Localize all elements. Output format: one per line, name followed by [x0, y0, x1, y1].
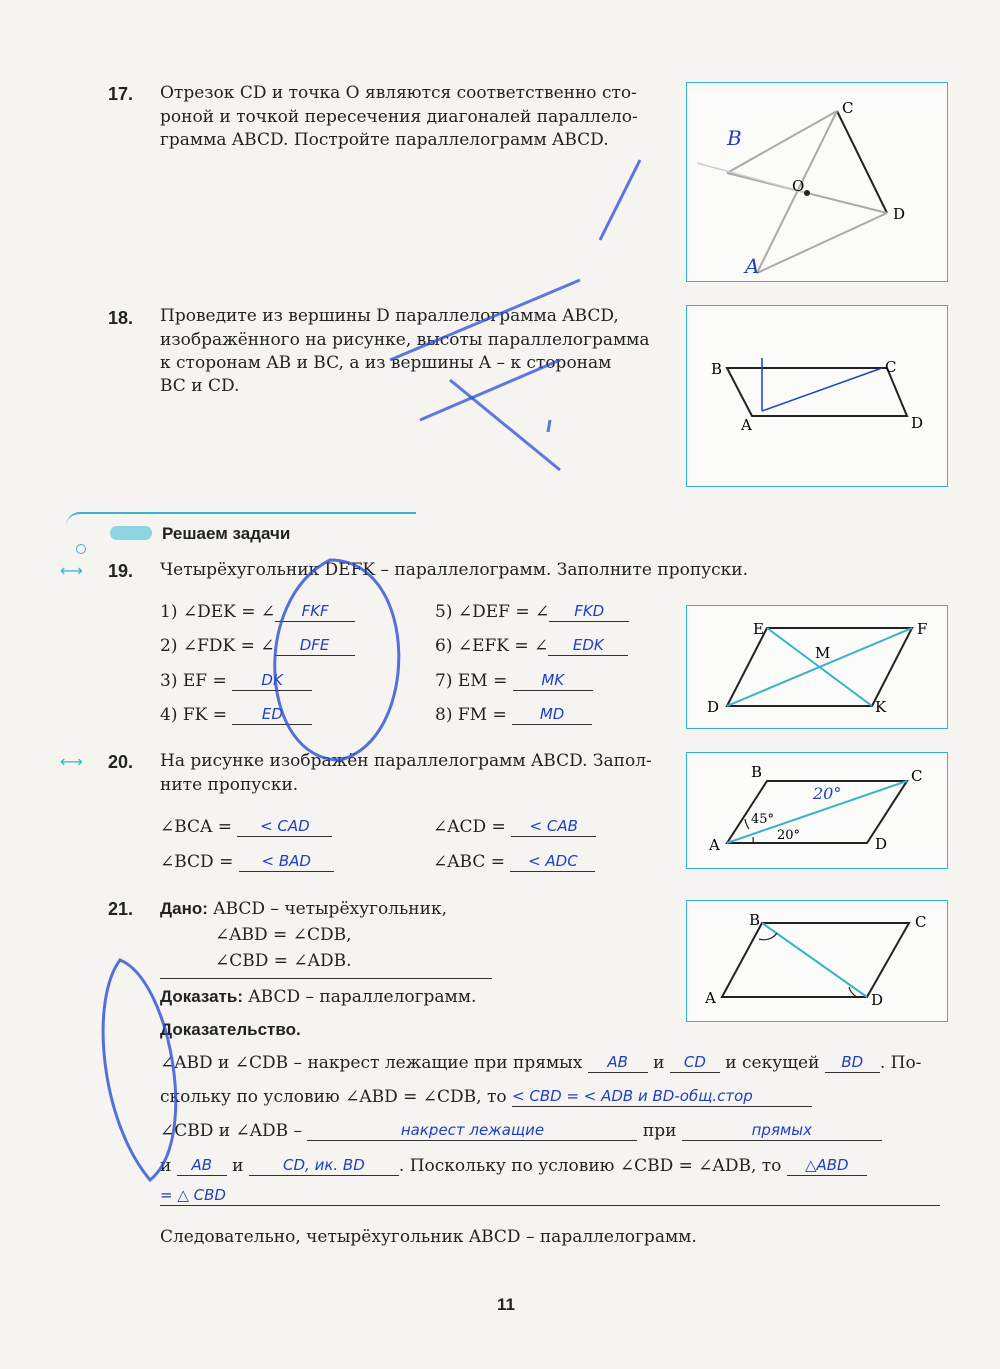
problem-19-number: 19. [108, 561, 134, 581]
problem-18-line-2: изображённого на рисунке, высоты параллелограмма [160, 330, 650, 350]
p21-l1a: ∠ABD и ∠CDB – накрест лежащие при прямых [160, 1053, 583, 1073]
problem-18-line-4: BC и CD. [160, 376, 240, 396]
p20-item-bca-answer[interactable]: < CAD [237, 817, 332, 837]
p21-l3-ans1[interactable]: накрест лежащие [307, 1121, 637, 1141]
problem-20-number: 20. [108, 752, 134, 772]
fig18-label-a: A [741, 416, 752, 434]
fig18-label-c: C [885, 358, 897, 376]
fig17-label-d: D [893, 205, 906, 223]
p21-conclusion: Следовательно, четырёхугольник ABCD – параллелограмм. [160, 1227, 697, 1247]
p21-l4c: . Поскольку по условию ∠CBD = ∠ADB, то [398, 1156, 782, 1176]
p21-l3-ans2[interactable]: прямых [682, 1121, 882, 1141]
p21-given-1: ABCD – четырёхугольник, [213, 899, 447, 919]
p19-item-7-answer[interactable]: MK [513, 671, 593, 691]
problem-21-number: 21. [108, 899, 134, 919]
problem-17-line-1: Отрезок CD и точка O являются соответственно сто- [160, 83, 637, 103]
p20-item-abc-answer[interactable]: < ADC [510, 852, 595, 872]
p19-item-4-label: 4) FK = [160, 705, 233, 725]
p21-l2a: скольку по условию ∠ABD = ∠CDB, то [160, 1087, 507, 1107]
p19-item-2-label: 2) ∠FDK = ∠ [160, 636, 275, 656]
problem-20-line-1: На рисунке изображён параллелограмм ABCD. Запол- [160, 751, 652, 771]
p21-l4b: и [232, 1156, 244, 1176]
p19-item-6-label: 6) ∠EFK = ∠ [435, 636, 549, 656]
fig20-label-b: B [751, 763, 763, 781]
fig20-label-a: A [709, 836, 720, 854]
p21-l1b: и [653, 1053, 665, 1073]
problem-18-line-1: Проведите из вершины D параллелограмма ABCD, [160, 306, 619, 326]
p21-l1d: . По- [879, 1053, 922, 1073]
p19-item-6-answer[interactable]: EDK [548, 636, 628, 656]
p21-l1c: и секущей [725, 1053, 820, 1073]
fig20-angle-45: 45° [751, 812, 775, 827]
double-arrow-icon: ⟷ [60, 561, 83, 580]
p20-item-bca-label: ∠BCA = [160, 817, 238, 837]
problem-17-number: 17. [108, 84, 134, 104]
p21-l3b: при [642, 1121, 677, 1141]
section-title: Решаем задачи [162, 524, 291, 543]
page-number: 11 [497, 1295, 515, 1314]
problem-19-intro: Четырёхугольник DEFK – параллелограмм. Заполните пропуски. [160, 560, 749, 580]
p19-item-5-label: 5) ∠DEF = ∠ [435, 602, 550, 622]
p21-given-2: ∠ABD = ∠CDB, [215, 925, 352, 945]
p21-prove-text: ABCD – параллелограмм. [248, 987, 477, 1007]
fig17-hw-a: A [745, 254, 760, 278]
p19-item-7-label: 7) EM = [435, 671, 513, 691]
p21-l5-ans[interactable]: = △ CBD [160, 1186, 940, 1206]
fig17-hw-b: B [727, 126, 742, 150]
fig19-label-f: F [917, 620, 928, 638]
fig19-label-m: M [815, 644, 831, 662]
fig21-label-b: B [749, 911, 761, 929]
fig18-label-d: D [911, 414, 924, 432]
p19-item-4-answer[interactable]: ED [232, 705, 312, 725]
p19-item-3-label: 3) EF = [160, 671, 233, 691]
p20-item-abc-label: ∠ABC = [433, 852, 511, 872]
fig19-label-d: D [707, 698, 720, 716]
p19-item-2-answer[interactable]: DFE [275, 636, 355, 656]
p20-item-bcd-answer[interactable]: < BAD [239, 852, 334, 872]
p19-item-1-label: 1) ∠DEK = ∠ [160, 602, 276, 622]
problem-18-number: 18. [108, 308, 134, 328]
p19-item-8-answer[interactable]: MD [512, 705, 592, 725]
p21-given-3: ∠CBD = ∠ADB. [215, 951, 352, 971]
p19-item-3-answer[interactable]: DK [232, 671, 312, 691]
p21-l1-ans2[interactable]: CD [670, 1053, 720, 1073]
p19-item-1-answer[interactable]: FKF [275, 602, 355, 622]
p20-item-bcd-label: ∠BCD = [160, 852, 239, 872]
p19-item-8-label: 8) FM = [435, 705, 513, 725]
p19-item-5-answer[interactable]: FKD [549, 602, 629, 622]
fig18-label-b: B [711, 360, 723, 378]
fig19-label-k: K [875, 698, 887, 716]
fig19-label-e: E [753, 620, 764, 638]
p21-l4-ans3[interactable]: △ABD [787, 1156, 867, 1176]
fig21-label-d: D [871, 991, 884, 1009]
p21-l4-ans2[interactable]: CD, ик. BD [249, 1156, 399, 1176]
fig20-hw-angle: 20° [813, 784, 842, 803]
p21-given-label: Дано: [160, 899, 208, 918]
problem-17-line-2: роной и точкой пересечения диагоналей параллело- [160, 107, 638, 127]
fig20-label-d: D [875, 835, 888, 853]
p21-l1-ans1[interactable]: AB [588, 1053, 648, 1073]
fig17-label-o: O [792, 177, 805, 195]
fig20-label-c: C [911, 767, 923, 785]
p20-item-acd-answer[interactable]: < CAB [511, 817, 596, 837]
fig21-label-c: C [915, 913, 927, 931]
p21-l3a: ∠CBD и ∠ADB – [160, 1121, 303, 1141]
p21-proof-label: Доказательство. [160, 1020, 301, 1039]
fig17-label-c: C [842, 99, 854, 117]
problem-20-line-2: ните пропуски. [160, 775, 299, 795]
problem-17-line-3: грамма ABCD. Постройте параллелограмм ABCD. [160, 130, 609, 150]
p21-l4-ans1[interactable]: AB [177, 1156, 227, 1176]
p21-l1-ans3[interactable]: BD [825, 1053, 880, 1073]
fig21-label-a: A [705, 989, 716, 1007]
p21-prove-label: Доказать: [160, 987, 243, 1006]
p20-item-acd-label: ∠ACD = [433, 817, 512, 837]
problem-18-line-3: к сторонам AB и BC, а из вершины A – к сторонам [160, 353, 612, 373]
fig20-angle-20: 20° [777, 828, 801, 843]
p21-l2-ans[interactable]: < CBD = < ADB и BD-общ.стор [512, 1087, 812, 1107]
p21-l4a: и [160, 1156, 172, 1176]
double-arrow-icon: ⟷ [60, 752, 83, 771]
